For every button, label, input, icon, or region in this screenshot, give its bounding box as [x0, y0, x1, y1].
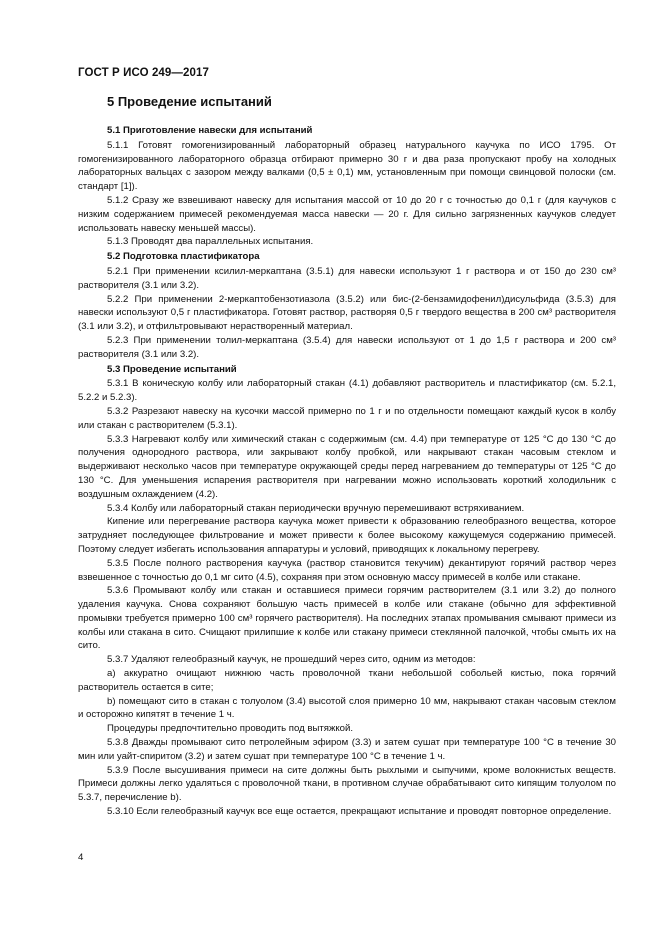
paragraph: 5.2.2 При применении 2-меркаптобензотиазола (3.5.2) или бис-(2-бензамидофенил)дисульфида (3.5.3) для навески используют 0,5 г пластификатора. Готовят раствор, растворяя 0,5 г твердого вещества в 200 см³ растворителя (3.1 или 3.2), и отфильтровывают нерастворенный материал. — [78, 293, 616, 333]
subsection-heading: 5.3 Проведение испытаний — [107, 363, 237, 375]
document-header: ГОСТ Р ИСО 249—2017 — [78, 67, 210, 79]
list-item: b) помещают сито в стакан с толуолом (3.4) высотой слоя примерно 10 мм, накрывают стакан часовым стеклом и осторожно кипятят в течение 1 ч. — [78, 695, 616, 721]
paragraph: 5.1.3 Проводят два параллельных испытания. — [107, 236, 314, 248]
paragraph: 5.3.9 После высушивания примеси на сите должны быть рыхлыми и сыпучими, кроме волокнистых веществ. Примеси должны легко удаляться с проволочной ткани, в противном случае обрабатывают сито кипящим толуолом по 5.3.7, перечисление b). — [78, 764, 616, 804]
page-number: 4 — [78, 852, 84, 863]
subsection-heading: 5.1 Приготовление навески для испытаний — [107, 125, 313, 136]
paragraph: 5.3.3 Нагревают колбу или химический стакан с содержимым (см. 4.4) при температуре от 125 °С до 130 °С до получения однородного раствора, или закрывают колбу пробкой, или накрывают стакан часовым стеклом и выдерживают несколько часов при температуре окружающей среды перед нагреванием до температуры от 125 °С до 130 °С. Для уменьшения испарения растворителя при нагревании можно использовать короткий холодильник с воздушным охлаждением (4.2). — [78, 433, 616, 500]
paragraph: 5.2.1 При применении ксилил-меркаптана (3.5.1) для навески используют 1 г раствора и от 150 до 230 см³ растворителя (3.1 или 3.2). — [78, 265, 616, 291]
paragraph: 5.1.2 Сразу же взвешивают навеску для испытания массой от 10 до 20 г с точностью до 0,1 г (для каучуков с низким содержанием примесей рекомендуемая масса навески — 20 г. Для сильно загрязненных каучуков следует использовать навеску меньшей массы). — [78, 194, 616, 234]
paragraph: 5.3.2 Разрезают навеску на кусочки массой примерно по 1 г и по отдельности помещают каждый кусок в колбу или стакан с растворителем (5.3.1). — [78, 405, 616, 431]
paragraph: 5.3.5 После полного растворения каучука (раствор становится текучим) декантируют горячий раствор через взвешенное с точностью до 0,1 мг сито (4.5), сохраняя при этом основную массу примесей в колбе или стакане. — [78, 557, 616, 583]
paragraph: 5.3.8 Дважды промывают сито петролейным эфиром (3.3) и затем сушат при температуре 100 °С в течение 30 мин или уайт-спиритом (3.2) и затем сушат при температуре 100 °С в течение 1 ч. — [78, 737, 616, 762]
paragraph: 5.1.1 Готовят гомогенизированный лабораторный образец натурального каучука по ИСО 1795. От гомогенизированного лабораторного образца отбирают примерно 30 г и два раза пропускают пробу на холодных лабораторных вальцах с зазором между валками (0,5 ± 0,1) мм, установленным при помощи свинцовой полоски (см. стандарт [1]). — [78, 139, 616, 193]
paragraph: 5.3.10 Если гелеобразный каучук все еще остается, прекращают испытание и проводят повторное определение. — [107, 806, 612, 818]
list-item: a) аккуратно очищают нижнюю часть проволочной ткани небольшой собольей кистью, пока горячий растворитель остается в сите; — [78, 668, 616, 693]
paragraph: 5.3.7 Удаляют гелеобразный каучук, не прошедший через сито, одним из методов: — [107, 654, 476, 666]
subsection-heading: 5.2 Подготовка пластификатора — [107, 251, 260, 263]
paragraph: Процедуры предпочтительно проводить под вытяжкой. — [107, 723, 354, 735]
document-body — [78, 124, 616, 819]
section-title: 5 Проведение испытаний — [107, 94, 272, 109]
paragraph: 5.3.4 Колбу или лабораторный стакан периодически вручную перемешивают встряхиванием. — [107, 502, 525, 514]
paragraph: Кипение или перегревание раствора каучука может привести к образованию гелеобразного вещества, которое затрудняет последующее фильтрование и может привести к более высокому кажущемуся содержанию примесей. Поэтому следует избегать использования аппаратуры и условий, приводящих к локальному перегреву. — [78, 516, 616, 555]
paragraph: 5.3.6 Промывают колбу или стакан и оставшиеся примеси горячим растворителем (3.1 или 3.2) до полного удаления каучука. Снова сохраняют большую часть примесей в колбе или стакане (обычно для эффективной промывки требуется примерно 100 см³ горячего растворителя). На последних этапах промывания смывают примеси из колбы или стакана в сито. Счищают прилипшие к колбе или стакану примеси стеклянной палочкой, чтобы смыть их на сито. — [78, 585, 616, 652]
paragraph: 5.3.1 В коническую колбу или лабораторный стакан (4.1) добавляют растворитель и пластификатор (см. 5.2.1, 5.2.2 и 5.2.3). — [78, 378, 616, 404]
paragraph: 5.2.3 При применении толил-меркаптана (3.5.4) для навески используют от 1 до 1,5 г раствора и 200 см³ растворителя (3.1 или 3.2). — [78, 334, 616, 360]
